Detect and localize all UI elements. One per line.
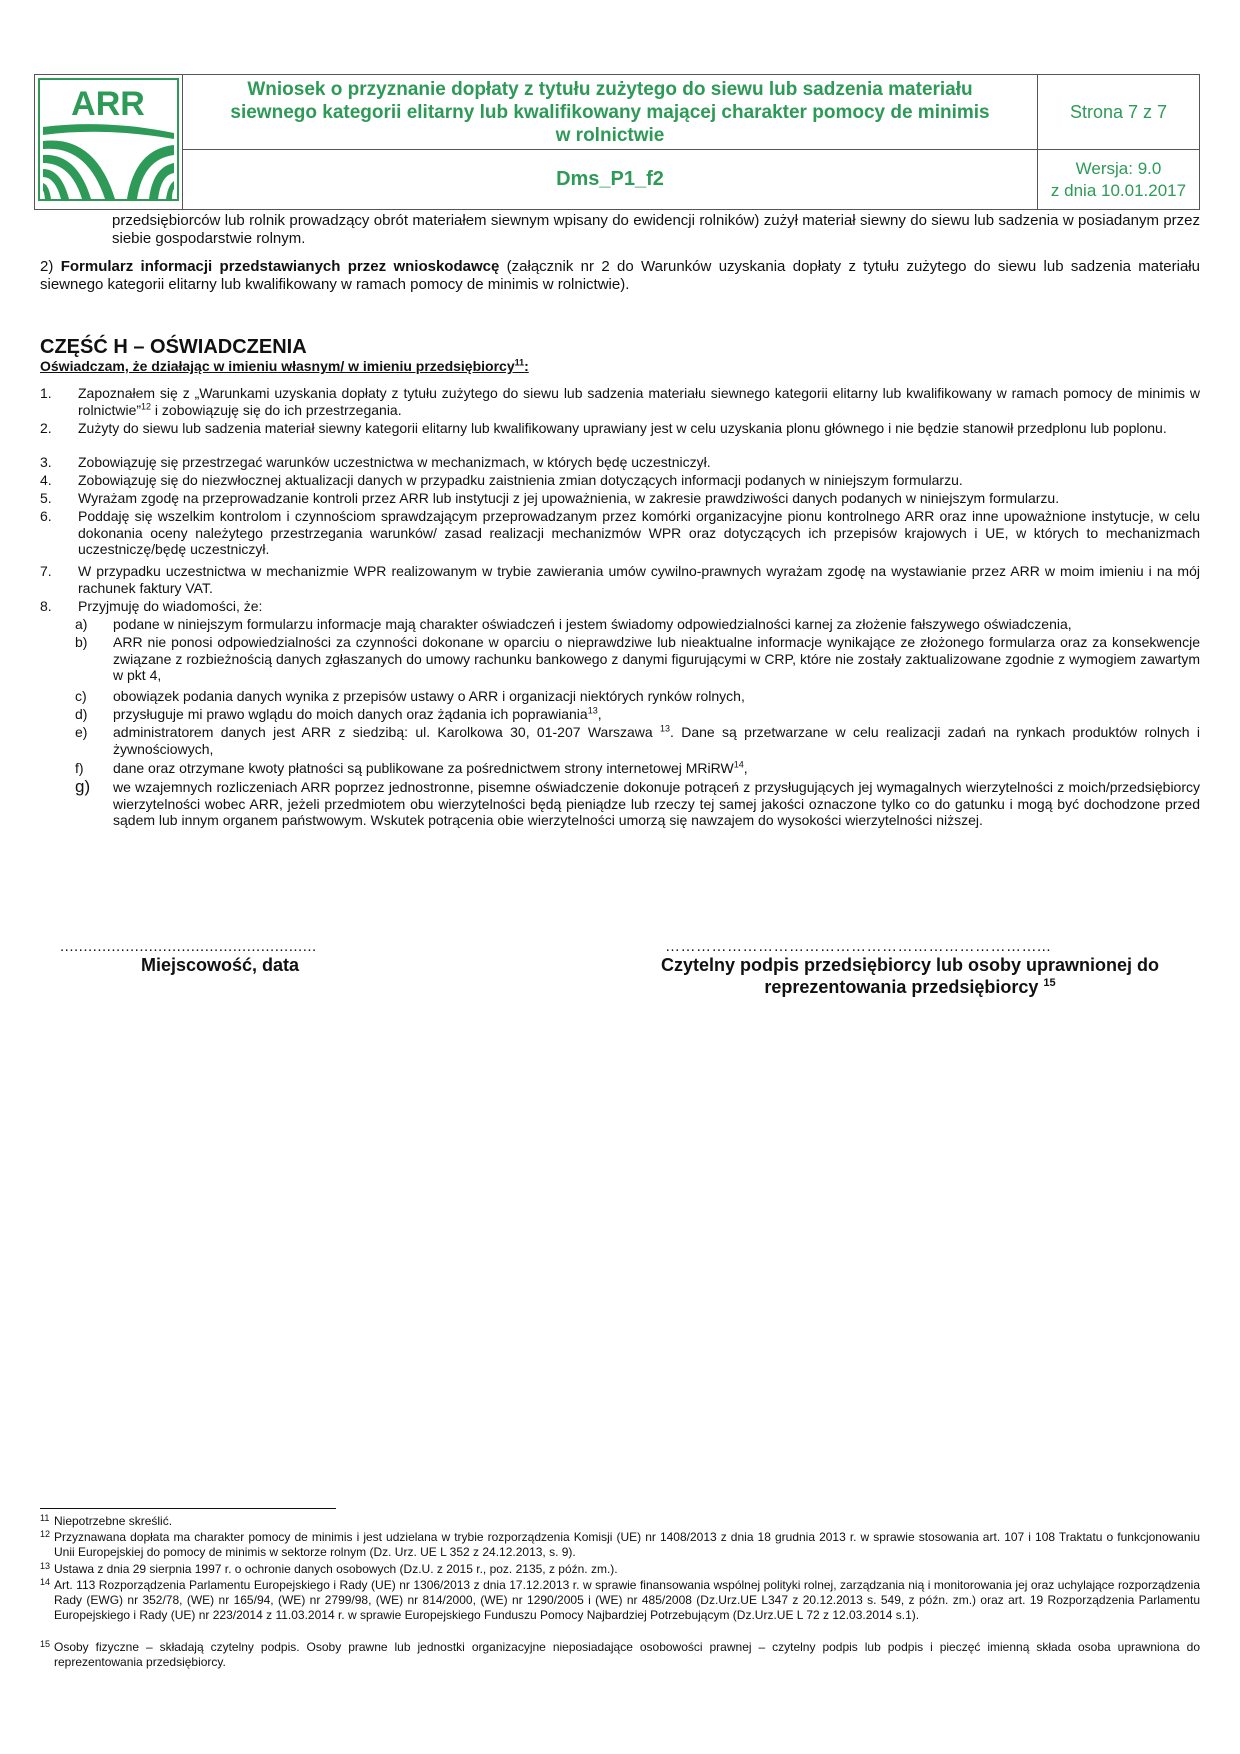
footnote: 14 Art. 113 Rozporządzenia Parlamentu Europejskiego i Rady (UE) nr 1306/2013 z dnia 17.12.2013 r. w sprawie finansowania wspólnej polityki rolnej, zarządzania nią i monitorowania jej oraz uchylające rozporządzenia Rady (EWG) nr 352/78, (WE) nr 165/94, (WE) nr 2799/98, (WE) nr 814/2000, (WE) nr 1290/2005 i (WE) nr 485/2008 (Dz.Urz.UE L347 z 20.12.2013 s. 549, z późn. zm.) oraz art. 19 Rozporządzenia Parlamentu Europejskiego i Rady (UE) nr 223/2014 z 11.03.2014 r. w sprawie Europejskiego Funduszu Pomocy Najbardziej Potrzebującym (Dz.Urz.UE L 72 z 12.03.2014 s.1). xyxy=(40,1577,1200,1622)
logo-cell xyxy=(35,75,183,210)
version-number: Wersja: 9.0 xyxy=(1075,158,1162,178)
declaration-item: 6. Poddaję się wszelkim kontrolom i czynnościom sprawdzającym przeprowadzanym przez komórki organizacyjne pionu kontrolnego ARR oraz inne upoważnione instytucje, w celu dokonania oceny należytego przestrzegania warunków/ zasad realizacji mechanizmów WPR oraz dotyczących ich przepisów krajowych i UE, w których to mechanizmach uczestniczę/będę uczestniczył. xyxy=(40,508,1200,557)
declaration-item: 3. Zobowiązuję się przestrzegać warunków uczestnictwa w mechanizmach, w których będę uczestniczył. xyxy=(40,454,711,470)
acknowledgement-item: g) we wzajemnych rozliczeniach ARR poprzez jednostronne, pisemne oświadczenie dokonuje potrąceń z przysługujących jej wymagalnych wierzytelności z moich/przedsiębiorcy wierzytelności wobec ARR, jeżeli przedmiotem obu wierzytelności będą pieniądze lub rzeczy tej samej jakości oznaczone tylko co do gatunku i mogą być dochodzone przed sądem lub innym organem państwowym. Wskutek potrącenia obie wierzytelności umorzą się nawzajem do wysokości wierzytelności niższej. xyxy=(75,777,1200,828)
signature-dots: ………………………………………………………………... xyxy=(665,938,1052,955)
declaration-heading: Oświadczam, że działając w imieniu własnym/ w imieniu przedsiębiorcy$^{11}$: xyxy=(40,357,529,374)
attachment-paragraph xyxy=(40,258,1200,294)
acknowledgement-item: c) obowiązek podania danych wynika z przepisów ustawy o ARR i organizacji niektórych rynków rolnych, xyxy=(75,688,745,704)
arr-logo-icon xyxy=(35,75,182,204)
declaration-item: 5. Wyrażam zgodę na przeprowadzanie kontroli przez ARR lub instytucji z jej upoważnienia, w zakresie prawdziwości danych podanych w niniejszym formularzu. xyxy=(40,490,1060,506)
footnote: 12 Przyznawana dopłata ma charakter pomocy de minimis i jest udzielana w trybie rozporządzenia Komisji (UE) nr 1408/2013 z dnia 18 grudnia 2013 r. w sprawie stosowania art. 107 i 108 Traktatu o funkcjonowaniu Unii Europejskiej do pomocy de minimis w sektorze rolnym (Dz. Urz. UE L 352 z 24.12.2013, s. 9). xyxy=(40,1529,1200,1559)
declaration-item: 1. Zapoznałem się z „Warunkami uzyskania dopłaty z tytułu zużytego do siewu lub sadzenia materiału siewnego kategorii elitarny lub kwalifikowany w ramach pomocy de minimis w rolnictwie”$^{12}$ i zobowiązuję się do ich przestrzegania. xyxy=(40,385,1200,418)
logo-text: ARR xyxy=(71,85,145,123)
acknowledgement-item: b) ARR nie ponosi odpowiedzialności za czynności dokonane w oparciu o nieprawdziwe lub nieaktualne informacje wynikające ze złożonego formularza oraz za konsekwencje związane z rozbieżnością danych zgłaszanych do umowy rachunku bankowego z danymi figurującymi w CRP, które nie zostały zaktualizowane zgodnie z wymogiem zawartym w pkt 4, xyxy=(75,634,1200,683)
declaration-item: 7. W przypadku uczestnictwa w mechanizmie WPR realizowanym w trybie zawierania umów cywilno-prawnych wyrażam zgodę na wystawianie przez ARR w moim imieniu i na mój rachunek faktury VAT. xyxy=(40,563,1200,596)
acknowledgement-item: d) przysługuje mi prawo wglądu do moich danych oraz żądania ich poprawiania$^{13}$, xyxy=(75,705,602,722)
attachment-title: Formularz informacji przedstawianych przez wnioskodawcę xyxy=(60,258,500,275)
signature-label: Czytelny podpis przedsiębiorcy lub osoby uprawnionej do reprezentowania przedsiębiorcy $^{15}$ xyxy=(660,955,1160,997)
page-number: Strona 7 z 7 xyxy=(1038,75,1200,150)
acknowledgement-item: e) administratorem danych jest ARR z siedzibą: ul. Karolkowa 30, 01-207 Warszawa $^{13}$. Dane są przetwarzane w celu realizacji zadań na rynkach produktów rolnych i żywnościowych, xyxy=(75,723,1201,757)
place-date-label: Miejscowość, data xyxy=(140,955,300,975)
continuation-paragraph: przedsiębiorców lub rolnik prowadzący obrót materiałem siewnym wpisany do ewidencji rolników) zużył materiał siewny do siewu lub sadzenia w posiadanym przez siebie gospodarstwie rolnym. xyxy=(112,212,1200,247)
declaration-item: 2. Zużyty do siewu lub sadzenia materiał siewny kategorii elitarny lub kwalifikowany uprawiany jest w celu uzyskania plonu głównego i nie będzie stanowił przedplonu lub poplonu. xyxy=(40,420,1167,436)
version-date: z dnia 10.01.2017 xyxy=(1050,180,1187,200)
footnote-separator xyxy=(40,1508,336,1509)
section-title: CZĘŚĆ H – OŚWIADCZENIA xyxy=(40,336,307,358)
attachment-number: 2) xyxy=(40,258,54,275)
acknowledgement-item: a) podane w niniejszym formularzu informacje mają charakter oświadczeń i jestem świadomy odpowiedzialności karnej za złożenie fałszywego oświadczenia, xyxy=(75,616,1072,632)
version-cell xyxy=(1038,150,1200,210)
place-date-dots: ....................................................... xyxy=(60,938,317,955)
declaration-item: 4. Zobowiązuję się do niezwłocznej aktualizacji danych w przypadku zaistnienia zmian dotyczących informacji podanych w niniejszym formularzu. xyxy=(40,472,963,488)
form-code: Dms_P1_f2 xyxy=(183,150,1038,210)
footnote: 15 Osoby fizyczne – składają czytelny podpis. Osoby prawne lub jednostki organizacyjne nieposiadające osobowości prawnej – czytelny podpis lub podpis i pieczęć imienną składa osoba uprawniona do reprezentowania przedsiębiorcy. xyxy=(40,1639,1200,1669)
footnote: 13 Ustawa z dnia 29 sierpnia 1997 r. o ochronie danych osobowych (Dz.U. z 2015 r., poz. 2135, z późn. zm.). xyxy=(40,1561,618,1576)
attachment-description: (załącznik nr 2 do Warunków uzyskania dopłaty z tytułu zużytego do siewu lub sadzenia materiału siewnego kategorii elitarny lub kwalifikowany w ramach pomocy de minimis w rolnictwie). xyxy=(40,258,1200,293)
document-header xyxy=(34,74,1200,210)
form-title: Wniosek o przyznanie dopłaty z tytułu zużytego do siewu lub sadzenia materiału siewnego kategorii elitarny lub kwalifikowany mającej charakter pomocy de minimis w rolnictwie xyxy=(183,75,1038,150)
footnote: 11 Niepotrzebne skreślić. xyxy=(40,1513,173,1528)
declaration-item: 8. Przyjmuję do wiadomości, że: xyxy=(40,598,263,614)
acknowledgement-item: f) dane oraz otrzymane kwoty płatności są publikowane za pośrednictwem strony internetowej MRiRW$^{14}$, xyxy=(75,759,748,776)
